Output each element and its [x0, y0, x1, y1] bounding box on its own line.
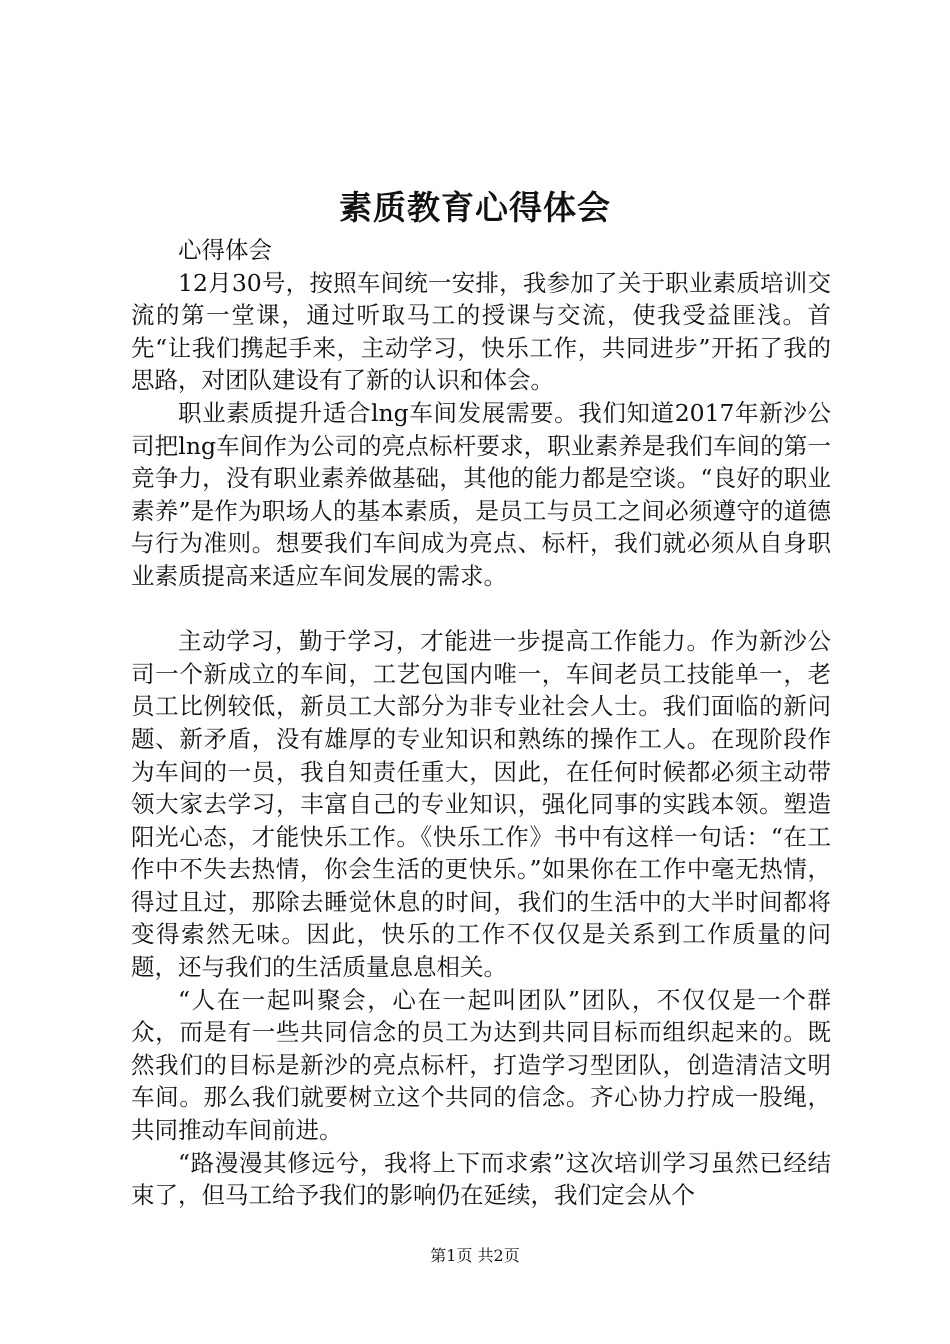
paragraph-heading: 心得体会	[178, 236, 272, 264]
paragraph-active-learning: 主动学习，勤于学习，才能进一步提高工作能力。作为新沙公司一个新成立的车间，工艺包国内唯一，车间老员工技能单一，老员工比例较低，新员工大部分为非专业社会人士。我们面临的新问题、新矛盾，没有雄厚的专业知识和熟练的操作工人。在现阶段作为车间的一员，我自知责任重大，因此，在任何时候都必须主动带领大家去学习，丰富自己的专业知识，强化同事的实践本领。塑造阳光心态，才能快乐工作。《快乐工作》书中有这样一句话：“在工作中不失去热情，你会生活的更快乐。”如果你在工作中毫无热情，得过且过，那除去睡觉休息的时间，我们的生活中的大半时间都将变得索然无味。因此，快乐的工作不仅仅是关系到工作质量的问题，还与我们的生活质量息息相关。	[131, 627, 831, 982]
document-title: 素质教育心得体会	[339, 188, 611, 227]
document-body	[131, 234, 831, 1212]
paragraph-intro: 12月30号，按照车间统一安排，我参加了关于职业素质培训交流的第一堂课，通过听取马工的授课与交流，使我受益匪浅。首先“让我们携起手来，主动学习，快乐工作，共同进步”开拓了我的思路，对团队建设有了新的认识和体会。	[131, 268, 831, 395]
paragraph-conclusion: “路漫漫其修远兮，我将上下而求索”这次培训学习虽然已经结束了，但马工给予我们的影响仍在延续，我们定会从个	[131, 1148, 831, 1210]
paragraph-professional-quality: 职业素质提升适合lng车间发展需要。我们知道2017年新沙公司把lng车间作为公司的亮点标杆要求，职业素养是我们车间的第一竞争力，没有职业素养做基础，其他的能力都是空谈。“良好的职业素养”是作为职场人的基本素质，是员工与员工之间必须遵守的道德与行为准则。想要我们车间成为亮点、标杆，我们就必须从自身职业素质提高来适应车间发展的需求。	[131, 398, 831, 590]
paragraph-teamwork: “人在一起叫聚会，心在一起叫团队”团队，不仅仅是一个群众，而是有一些共同信念的员工为达到共同目标而组织起来的。既然我们的目标是新沙的亮点标杆，打造学习型团队，创造清洁文明车间。那么我们就要树立这个共同的信念。齐心协力拧成一股绳，共同推动车间前进。	[131, 985, 831, 1145]
page-footer: 第1页 共2页	[430, 1246, 520, 1265]
